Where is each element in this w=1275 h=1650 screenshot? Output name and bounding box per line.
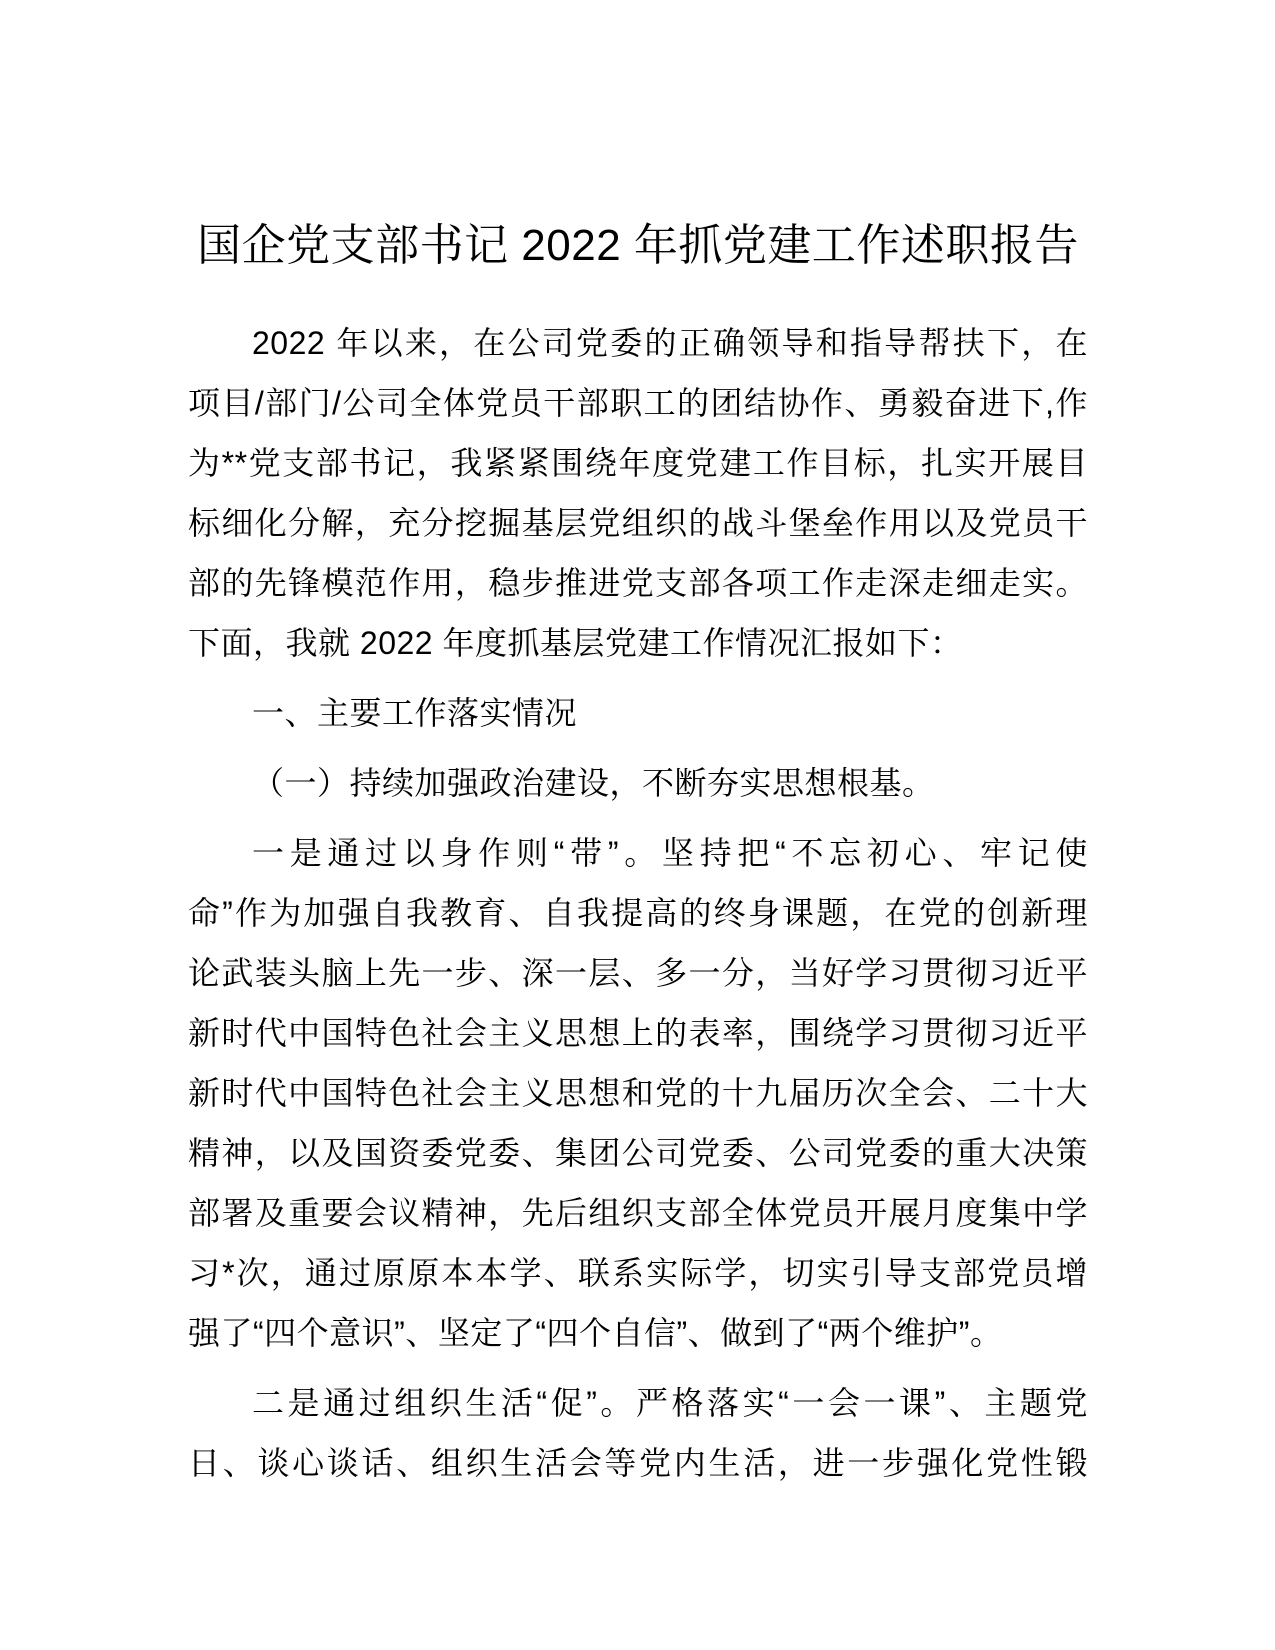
text-line: 下面，我就 2022 年度抓基层党建工作情况汇报如下： xyxy=(188,625,963,661)
text-line: 新时代中国特色社会主义思想上的表率，围绕学习贯彻习近平 xyxy=(188,1015,1088,1051)
text-line: 强了“四个意识”、坚定了“四个自信”、做到了“两个维护”。 xyxy=(188,1315,1003,1351)
subheading-line: （一）持续加强政治建设，不断夯实思想根基。 xyxy=(252,765,935,801)
text-line: 论武装头脑上先一步、深一层、多一分，当好学习贯彻习近平 xyxy=(188,955,1088,991)
text-line: 一是通过以身作则“带”。坚持把“不忘初心、牢记使 xyxy=(252,835,1088,871)
text-line: 2022 年以来，在公司党委的正确领导和指导帮扶下，在 xyxy=(252,325,1088,361)
text-line: 新时代中国特色社会主义思想和党的十九届历次全会、二十大 xyxy=(188,1075,1088,1111)
text-line: 命”作为加强自我教育、自我提高的终身课题，在党的创新理 xyxy=(188,895,1088,931)
text-line: 习*次，通过原原本本学、联系实际学，切实引导支部党员增 xyxy=(188,1255,1088,1291)
heading-line: 一、主要工作落实情况 xyxy=(252,695,578,731)
intro-paragraph xyxy=(188,313,1088,673)
body-paragraph-yishi xyxy=(188,823,1088,1363)
document-title: 国企党支部书记 2022 年抓党建工作述职报告 xyxy=(197,221,1079,270)
text-line: 为**党支部书记，我紧紧围绕年度党建工作目标，扎实开展目 xyxy=(188,445,1088,481)
text-line: 项目/部门/公司全体党员干部职工的团结协作、勇毅奋进下,作 xyxy=(188,385,1088,421)
text-line: 部的先锋模范作用，稳步推进党支部各项工作走深走细走实。 xyxy=(188,565,1088,601)
text-line: 日、谈心谈话、组织生活会等党内生活，进一步强化党性锻 xyxy=(188,1445,1088,1481)
text-line: 部署及重要会议精神，先后组织支部全体党员开展月度集中学 xyxy=(188,1195,1088,1231)
text-line: 标细化分解，充分挖掘基层党组织的战斗堡垒作用以及党员干 xyxy=(188,505,1088,541)
text-line: 精神，以及国资委党委、集团公司党委、公司党委的重大决策 xyxy=(188,1135,1088,1171)
body-paragraph-ershi xyxy=(188,1373,1088,1493)
subsection-heading xyxy=(188,753,1088,813)
section-heading xyxy=(188,683,1088,743)
text-line: 二是通过组织生活“促”。严格落实“一会一课”、主题党 xyxy=(252,1385,1088,1421)
